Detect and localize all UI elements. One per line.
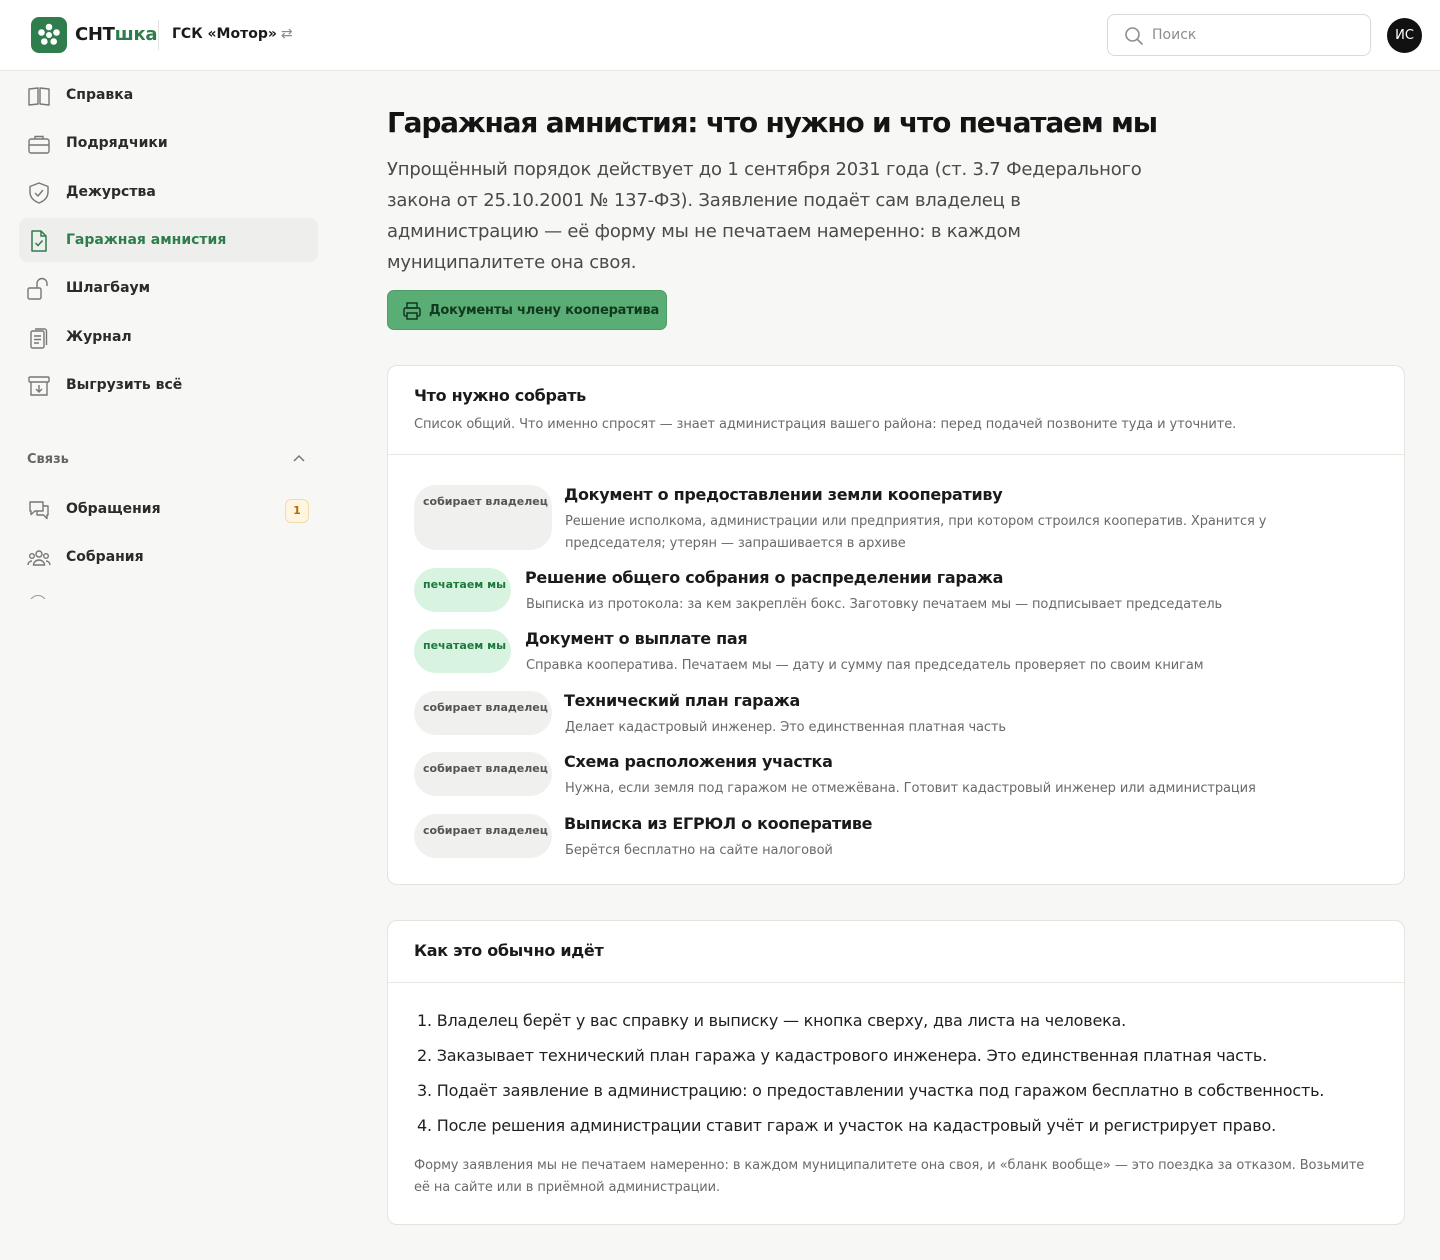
sidebar-item-export-all[interactable] <box>19 363 318 407</box>
process-note: Форму заявления мы не печатаем намеренно: в каждом муниципалитете она своя, и «бланк вообще» — это поездка за отказом. Возьмите её на сайте или в приёмной администрации. <box>414 1158 1365 1195</box>
sidebar-item-clipped <box>29 595 139 599</box>
briefcase-icon <box>27 132 51 156</box>
sidebar-item-requests[interactable] <box>19 487 318 531</box>
tag-we-print: печатаем мы <box>414 629 511 673</box>
process-step: 1. Владелец берёт у вас справку и выписку — кнопка сверху, два листа на человека. <box>417 1011 1127 1030</box>
item-title: Схема расположения участка <box>564 752 833 771</box>
sidebar-item-label: Подрядчики <box>66 135 168 151</box>
brand-name[interactable] <box>75 24 157 45</box>
sidebar <box>0 71 338 1260</box>
requests-count-badge: 1 <box>285 499 309 523</box>
tag-owner: собирает владелец <box>414 691 552 735</box>
printer-icon <box>402 301 422 321</box>
cooperative-switcher[interactable] <box>172 26 293 42</box>
collect-card-subtitle: Список общий. Что именно спросят — знает администрация вашего района: перед подачей позвоните туда и уточните. <box>414 417 1237 432</box>
shield-icon <box>27 181 51 205</box>
process-card <box>387 920 1405 1225</box>
sidebar-item-garage-amnesty[interactable] <box>19 218 318 262</box>
process-card-title: Как это обычно идёт <box>414 941 604 960</box>
tag-owner: собирает владелец <box>414 752 552 796</box>
item-title: Документ о выплате пая <box>525 629 748 648</box>
item-title: Выписка из ЕГРЮЛ о кооперативе <box>564 814 873 833</box>
process-step: 2. Заказывает технический план гаража у кадастрового инженера. Это единственная платная часть. <box>417 1046 1268 1065</box>
tag-owner: собирает владелец <box>414 814 552 858</box>
process-step: 3. Подаёт заявление в администрацию: о предоставлении участка под гаражом бесплатно в собственность. <box>417 1081 1325 1100</box>
tag-we-print: печатаем мы <box>414 568 511 612</box>
brand-part-2: шка <box>114 24 158 45</box>
archive-icon <box>27 374 51 398</box>
search-icon <box>1124 26 1144 46</box>
search-input[interactable] <box>1152 24 1352 46</box>
page-lead: Упрощённый порядок действует до 1 сентября 2031 года (ст. 3.7 Федерального закона от 25.10.2001 № 137-ФЗ). Заявление подаёт сам владелец в администрацию — её форму мы не печатаем намеренно: в каждом муниципалитете она своя. <box>387 159 1142 273</box>
avatar[interactable]: ИС <box>1387 18 1422 53</box>
item-title: Документ о предоставлении земли кооперативу <box>564 485 1003 504</box>
document-check-icon <box>27 229 51 253</box>
item-desc: Справка кооператива. Печатаем мы — дату и сумму пая председатель проверяет по своим книгам <box>526 658 1204 673</box>
sidebar-item-label: Собрания <box>66 549 144 565</box>
sidebar-item-journal[interactable] <box>19 315 318 359</box>
sidebar-item-label: Выгрузить всё <box>66 377 183 393</box>
item-title: Технический план гаража <box>564 691 800 710</box>
swap-icon: ⇄ <box>280 26 293 42</box>
item-desc: Выписка из протокола: за кем закреплён бокс. Заготовку печатаем мы — подписывает председатель <box>526 597 1223 612</box>
sidebar-item-spravka[interactable] <box>19 73 318 117</box>
collect-card-title: Что нужно собрать <box>414 386 586 405</box>
sidebar-item-label: Обращения <box>66 501 161 517</box>
sidebar-item-contractors[interactable] <box>19 121 318 165</box>
page-title: Гаражная амнистия: что нужно и что печатаем мы <box>387 106 1157 139</box>
cooperative-name: ГСК «Мотор» <box>172 26 277 42</box>
sidebar-item-label: Журнал <box>66 329 132 345</box>
sidebar-item-label: Дежурства <box>66 184 156 200</box>
book-icon <box>27 84 51 108</box>
sidebar-item-label: Шлагбаум <box>66 280 151 296</box>
process-card-header <box>388 921 1404 983</box>
sidebar-item-label: Справка <box>66 87 134 103</box>
section-title-communication: Связь <box>27 452 69 467</box>
chevron-up-icon[interactable] <box>292 454 306 464</box>
button-label: Документы члену кооператива <box>429 303 660 318</box>
chat-icon <box>27 498 51 522</box>
collect-card-header <box>388 366 1404 455</box>
brand-part-1: СНТ <box>75 24 115 45</box>
sidebar-item-duty[interactable] <box>19 170 318 214</box>
collect-card <box>387 365 1405 885</box>
item-desc: Берётся бесплатно на сайте налоговой <box>565 843 833 858</box>
search-box[interactable] <box>1107 14 1371 56</box>
top-header <box>0 0 1440 71</box>
tag-owner: собирает владелец <box>414 485 552 550</box>
item-title: Решение общего собрания о распределении гаража <box>525 568 1004 587</box>
process-step: 4. После решения администрации ставит гараж и участок на кадастровый учёт и регистрирует право. <box>417 1116 1276 1135</box>
sidebar-item-meetings[interactable] <box>19 535 318 579</box>
item-desc: Нужна, если земля под гаражом не отмежёвана. Готовит кадастровый инженер или администрация <box>565 781 1256 796</box>
people-icon <box>27 546 51 570</box>
clipboard-icon <box>27 326 51 350</box>
member-documents-button[interactable] <box>387 290 667 330</box>
sidebar-item-label: Гаражная амнистия <box>66 232 227 248</box>
sidebar-item-barrier[interactable] <box>19 266 318 310</box>
logo-icon[interactable] <box>31 17 67 53</box>
header-divider <box>158 20 159 50</box>
item-desc: Делает кадастровый инженер. Это единственная платная часть <box>565 720 1006 735</box>
item-desc: Решение исполкома, администрации или предприятия, при котором строился кооператив. Хранится у председателя; утерян — запрашивается в архиве <box>565 514 1267 551</box>
unlock-icon <box>27 277 51 301</box>
